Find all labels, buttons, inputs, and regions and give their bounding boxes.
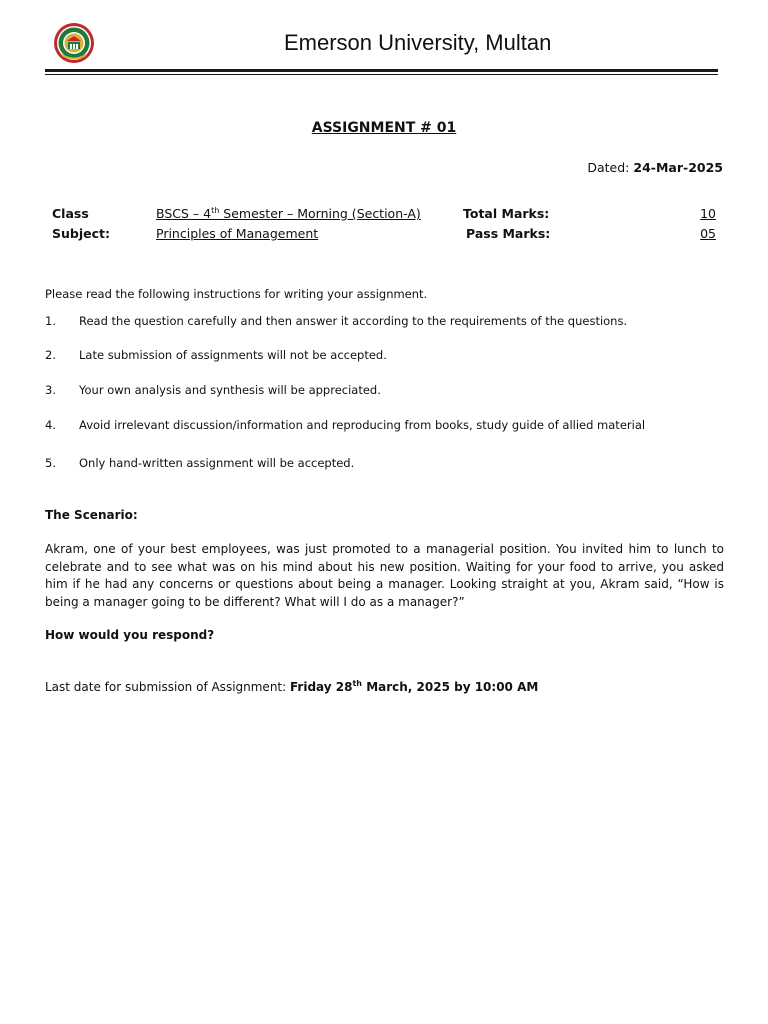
assignment-title: ASSIGNMENT # 01 (311, 120, 457, 136)
instruction-text: Your own analysis and synthesis will be appreciated. (79, 383, 381, 397)
total-marks-label: Total Marks: (463, 206, 550, 221)
instruction-number: 3. (45, 383, 56, 397)
instruction-number: 1. (45, 314, 56, 328)
instruction-number: 5. (45, 456, 56, 470)
pass-marks-value: 05 (700, 226, 716, 241)
instructions-intro: Please read the following instructions for writing your assignment. (45, 287, 428, 301)
class-value (156, 206, 421, 222)
deadline-value-day: Friday 28 (290, 680, 353, 694)
pass-marks-label: Pass Marks: (466, 226, 551, 241)
instruction-text: Avoid irrelevant discussion/information and reproducing from books, study guide of allied material (79, 418, 646, 432)
university-name: Emerson University, Multan (284, 30, 552, 55)
class-value-main: BSCS – 4 (156, 206, 212, 221)
deadline-value (290, 680, 538, 694)
instruction-text: Read the question carefully and then answer it according to the requirements of the questions. (79, 314, 628, 328)
deadline-value-sup: th (352, 679, 363, 688)
submission-deadline (45, 679, 538, 695)
scenario-question: How would you respond? (45, 628, 215, 642)
instruction-number: 2. (45, 348, 56, 362)
scenario-heading: The Scenario: (45, 508, 138, 522)
instruction-text: Late submission of assignments will not be accepted. (79, 348, 387, 362)
subject-value: Principles of Management (156, 226, 319, 241)
header-rule (45, 69, 718, 72)
instruction-text: Only hand-written assignment will be accepted. (79, 456, 355, 470)
dated-label: Dated: (587, 160, 630, 175)
class-value-sup: th (211, 206, 220, 215)
scenario-body: Akram, one of your best employees, was just promoted to a managerial position. You invited him to lunch to celebrate and to see what was on his mind about his new position. Waiting for your food to arrive, you asked him if he had any concerns or questions about being a manager. Looking straight at you, Akram said, “How is being a manager going to be different? What will I do as a manager?” (45, 542, 724, 609)
dated-line (587, 160, 723, 176)
class-label: Class (52, 206, 89, 221)
deadline-value-rest: March, 2025 by 10:00 AM (362, 680, 539, 694)
dated-value: 24-Mar-2025 (633, 160, 723, 175)
total-marks-value: 10 (700, 206, 716, 221)
instruction-number: 4. (45, 418, 56, 432)
header-rule-thin (45, 74, 718, 75)
class-value-rest: Semester – Morning (Section-A) (219, 206, 421, 221)
subject-label: Subject: (52, 226, 110, 241)
deadline-label: Last date for submission of Assignment: (45, 680, 290, 694)
university-seal-icon (53, 22, 95, 64)
